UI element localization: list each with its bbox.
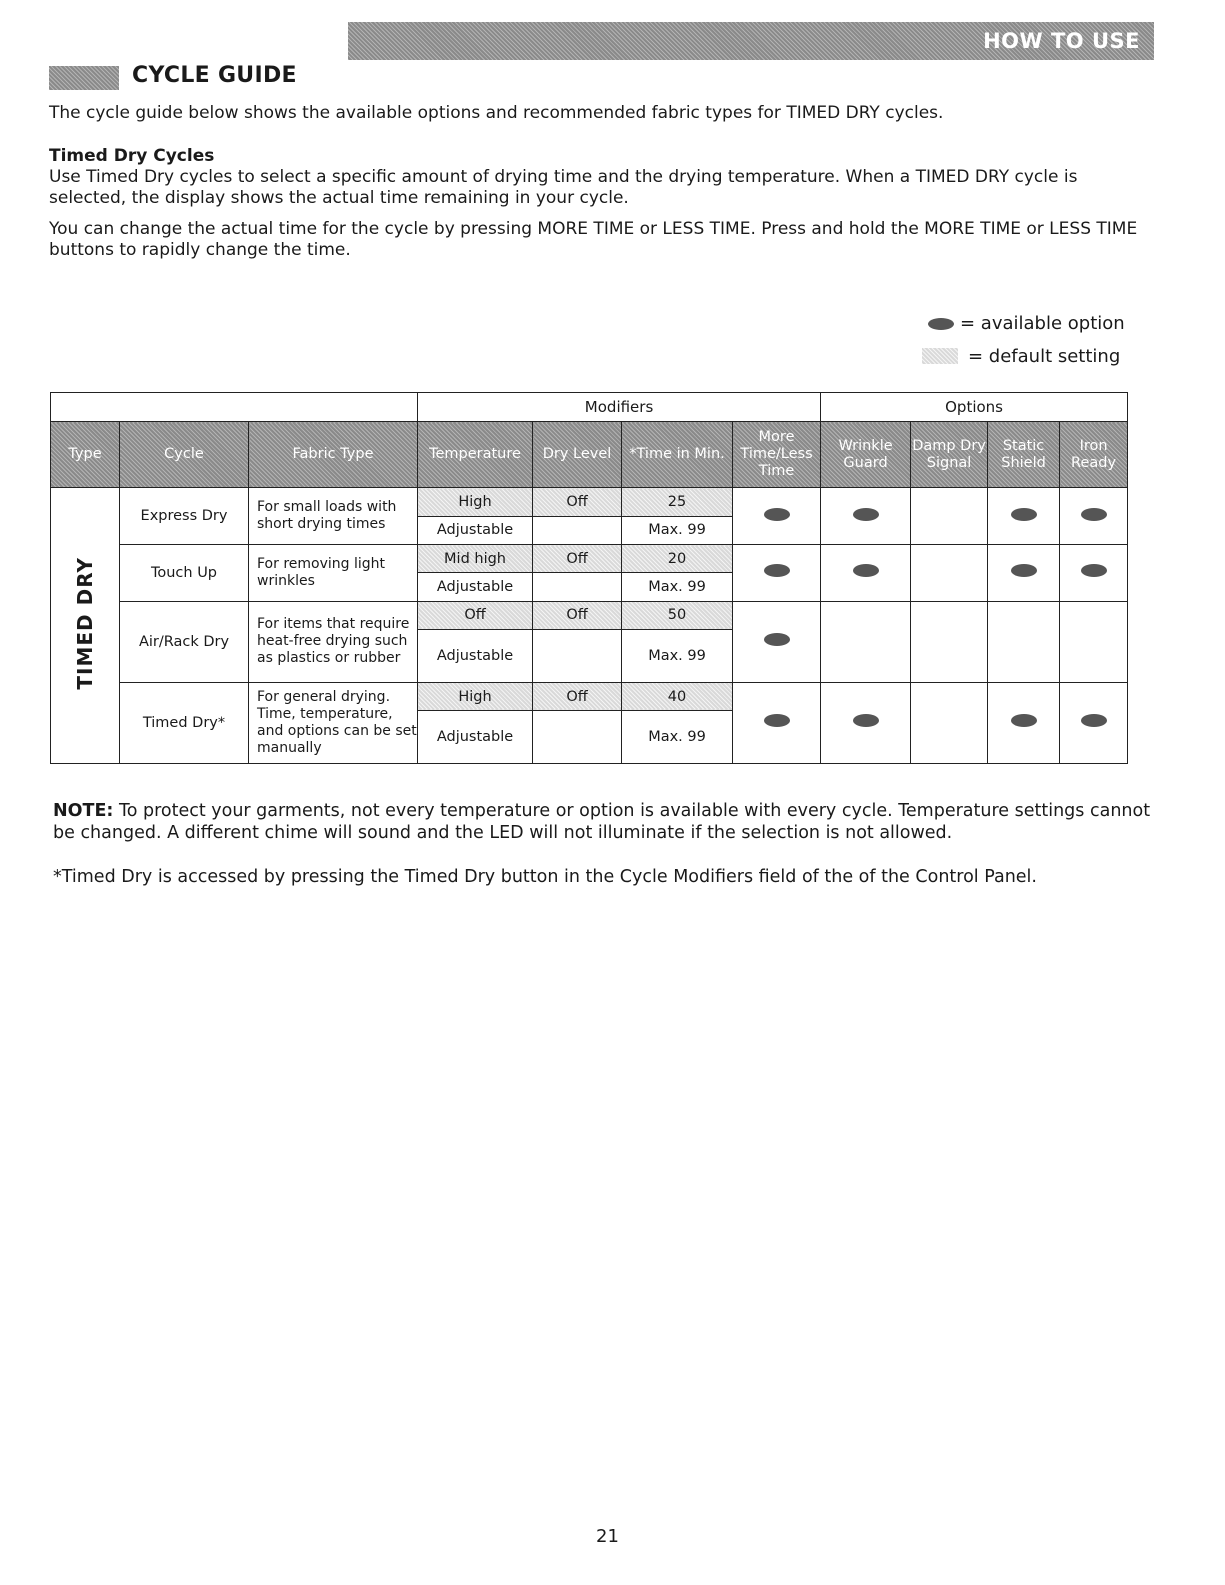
available-option-icon bbox=[1081, 714, 1107, 727]
more-less-time-cell bbox=[733, 488, 821, 545]
dry-level-empty bbox=[533, 573, 622, 601]
dry-level-default: Off bbox=[533, 682, 622, 710]
col-dry-level: Dry Level bbox=[533, 422, 622, 488]
cycle-cell: Express Dry bbox=[120, 488, 249, 545]
available-option-icon bbox=[764, 633, 790, 646]
temperature-default: High bbox=[418, 488, 533, 516]
dry-level-default: Off bbox=[533, 488, 622, 516]
default-setting-swatch bbox=[922, 348, 958, 364]
fabric-cell: For items that require heat-free drying such as plastics or rubber bbox=[249, 601, 418, 682]
static-shield-cell bbox=[988, 545, 1060, 602]
section-header-label: HOW TO USE bbox=[983, 29, 1140, 53]
available-option-icon bbox=[1011, 714, 1037, 727]
temperature-default: Mid high bbox=[418, 545, 533, 573]
intro-paragraph: The cycle guide below shows the available options and recommended fabric types for TIMED DRY cycles. bbox=[49, 103, 944, 123]
type-label: TIMED DRY bbox=[73, 557, 97, 690]
table-row bbox=[51, 545, 1128, 573]
change-time-paragraph: You can change the actual time for the cycle by pressing MORE TIME or LESS TIME. Press and hold the MORE TIME or LESS TIME buttons to rapidly change the time. bbox=[49, 219, 1138, 260]
static-shield-cell bbox=[988, 601, 1060, 682]
time-default: 40 bbox=[622, 682, 733, 710]
available-option-icon bbox=[853, 564, 879, 577]
cycle-cell: Timed Dry* bbox=[120, 682, 249, 763]
table-row bbox=[51, 488, 1128, 516]
section-header-band bbox=[348, 22, 1154, 60]
group-header-blank bbox=[51, 393, 418, 422]
cycle-cell: Air/Rack Dry bbox=[120, 601, 249, 682]
timed-dry-paragraph: Use Timed Dry cycles to select a specific amount of drying time and the drying temperature. When a TIMED DRY cycle is selected, the display shows the actual time remaining in your cycle. bbox=[49, 167, 1078, 208]
time-max: Max. 99 bbox=[622, 630, 733, 683]
damp-dry-cell bbox=[911, 682, 988, 763]
legend-default-label: = default setting bbox=[968, 346, 1121, 367]
temperature-adjustable: Adjustable bbox=[418, 630, 533, 683]
group-header-row bbox=[51, 393, 1128, 422]
col-temperature: Temperature bbox=[418, 422, 533, 488]
legend-available-label: = available option bbox=[960, 313, 1125, 334]
damp-dry-cell bbox=[911, 545, 988, 602]
temperature-adjustable: Adjustable bbox=[418, 711, 533, 764]
more-less-time-cell bbox=[733, 545, 821, 602]
section-marker bbox=[49, 66, 119, 90]
time-default: 50 bbox=[622, 601, 733, 629]
table-row bbox=[51, 682, 1128, 710]
col-time: *Time in Min. bbox=[622, 422, 733, 488]
dry-level-empty bbox=[533, 516, 622, 544]
fabric-cell: For small loads with short drying times bbox=[249, 488, 418, 545]
dry-level-default: Off bbox=[533, 601, 622, 629]
wrinkle-guard-cell bbox=[821, 545, 911, 602]
col-cycle: Cycle bbox=[120, 422, 249, 488]
damp-dry-cell bbox=[911, 601, 988, 682]
iron-ready-cell bbox=[1060, 488, 1128, 545]
static-shield-cell bbox=[988, 488, 1060, 545]
available-option-icon bbox=[764, 564, 790, 577]
more-less-time-cell bbox=[733, 601, 821, 682]
col-static-shield: Static Shield bbox=[988, 422, 1060, 488]
col-iron-ready: Iron Ready bbox=[1060, 422, 1128, 488]
fabric-cell: For general drying. Time, temperature, and options can be set manually bbox=[249, 682, 418, 763]
time-max: Max. 99 bbox=[622, 516, 733, 544]
dry-level-empty bbox=[533, 711, 622, 764]
table-row bbox=[51, 601, 1128, 629]
note-paragraph bbox=[53, 800, 1163, 844]
wrinkle-guard-cell bbox=[821, 682, 911, 763]
column-header-row bbox=[51, 422, 1128, 488]
available-option-icon bbox=[853, 508, 879, 521]
static-shield-cell bbox=[988, 682, 1060, 763]
col-type: Type bbox=[51, 422, 120, 488]
col-damp-dry-signal: Damp Dry Signal bbox=[911, 422, 988, 488]
more-less-time-cell bbox=[733, 682, 821, 763]
time-default: 25 bbox=[622, 488, 733, 516]
footnote: *Timed Dry is accessed by pressing the Timed Dry button in the Cycle Modifiers field of the of the Control Panel. bbox=[53, 867, 1037, 887]
available-option-icon bbox=[1081, 564, 1107, 577]
time-default: 20 bbox=[622, 545, 733, 573]
modifiers-group-header: Modifiers bbox=[418, 393, 821, 422]
iron-ready-cell bbox=[1060, 682, 1128, 763]
available-option-icon bbox=[1081, 508, 1107, 521]
time-max: Max. 99 bbox=[622, 711, 733, 764]
iron-ready-cell bbox=[1060, 545, 1128, 602]
col-more-less-time: More Time/Less Time bbox=[733, 422, 821, 488]
wrinkle-guard-cell bbox=[821, 601, 911, 682]
available-option-icon bbox=[764, 508, 790, 521]
note-text: To protect your garments, not every temperature or option is available with every cycle. Temperature settings cannot be changed. A different chime will sound and the LED will not illuminate if the selection is not allowed. bbox=[53, 801, 1151, 843]
page-number: 21 bbox=[596, 1526, 619, 1547]
options-group-header: Options bbox=[821, 393, 1128, 422]
available-option-icon bbox=[1011, 508, 1037, 521]
dry-level-empty bbox=[533, 630, 622, 683]
temperature-adjustable: Adjustable bbox=[418, 516, 533, 544]
available-option-icon bbox=[853, 714, 879, 727]
type-cell bbox=[51, 488, 120, 764]
wrinkle-guard-cell bbox=[821, 488, 911, 545]
temperature-adjustable: Adjustable bbox=[418, 573, 533, 601]
cycle-cell: Touch Up bbox=[120, 545, 249, 602]
temperature-default: High bbox=[418, 682, 533, 710]
iron-ready-cell bbox=[1060, 601, 1128, 682]
cycle-guide-table bbox=[50, 392, 1128, 764]
col-fabric-type: Fabric Type bbox=[249, 422, 418, 488]
available-option-icon bbox=[928, 318, 954, 330]
fabric-cell: For removing light wrinkles bbox=[249, 545, 418, 602]
dry-level-default: Off bbox=[533, 545, 622, 573]
damp-dry-cell bbox=[911, 488, 988, 545]
page-title: CYCLE GUIDE bbox=[132, 63, 297, 88]
available-option-icon bbox=[764, 714, 790, 727]
temperature-default: Off bbox=[418, 601, 533, 629]
note-label: NOTE: bbox=[53, 801, 114, 821]
time-max: Max. 99 bbox=[622, 573, 733, 601]
timed-dry-heading: Timed Dry Cycles bbox=[49, 146, 215, 166]
col-wrinkle-guard: Wrinkle Guard bbox=[821, 422, 911, 488]
available-option-icon bbox=[1011, 564, 1037, 577]
